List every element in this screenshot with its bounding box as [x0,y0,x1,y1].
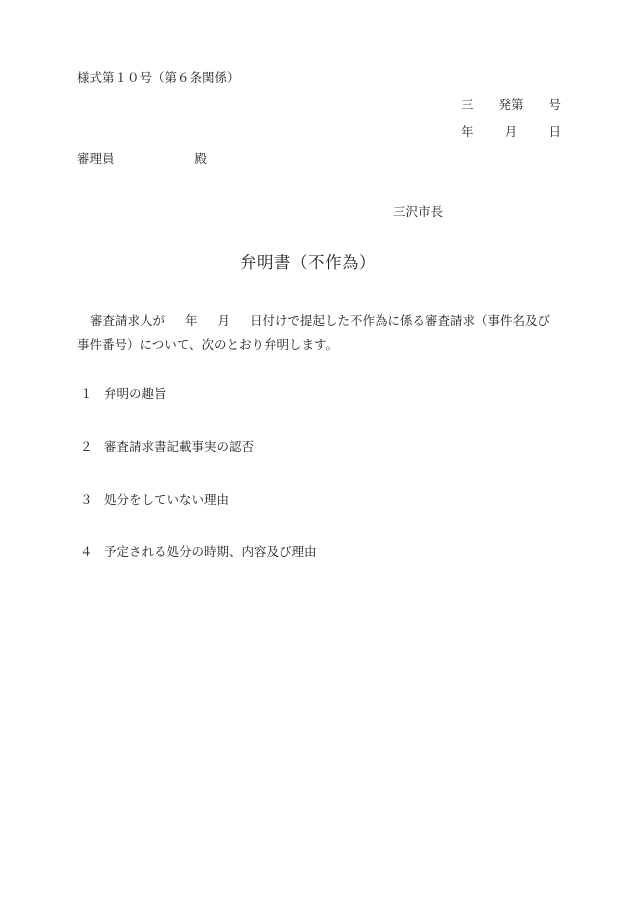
document-title-wrap [0,255,630,272]
body-part1: 審査請求人が [90,313,166,328]
sender-name: 三沢市長 [393,204,444,219]
item-number: １ [80,386,93,401]
date-day: 日 [548,124,561,139]
addressee-line [77,153,207,166]
doc-number-suffix: 号 [548,97,561,112]
doc-number-prefix: 三 [461,97,474,112]
item-text: 処分をしていない理由 [104,492,230,507]
body-paragraph [77,309,557,357]
body-month: 月 [217,313,231,328]
item-text: 予定される処分の時期、内容及び理由 [104,544,317,559]
list-item [80,494,229,507]
list-item [80,546,317,559]
item-text: 弁明の趣旨 [104,386,167,401]
document-title: 弁明書（不作為） [240,253,376,272]
document-date-line [461,126,561,139]
list-item [80,441,254,454]
doc-number-middle: 発第 [498,97,524,112]
list-item [80,388,167,401]
date-month: 月 [504,124,518,139]
addressee-honorific: 殿 [194,151,208,166]
item-number: ４ [80,544,93,559]
date-year: 年 [461,124,474,139]
document-number-line [461,99,561,112]
body-part2: 日付けで提起した不作為に係る審査請求（事件名及び事件番号）について、次のとおり弁明します。 [77,313,551,352]
body-year: 年 [185,313,198,328]
item-number: ２ [80,439,93,454]
form-number: 様式第１０号（第６条関係） [77,70,240,85]
addressee-label: 審理員 [77,151,115,166]
item-text: 審査請求書記載事実の認否 [104,439,255,454]
item-number: ３ [80,492,93,507]
